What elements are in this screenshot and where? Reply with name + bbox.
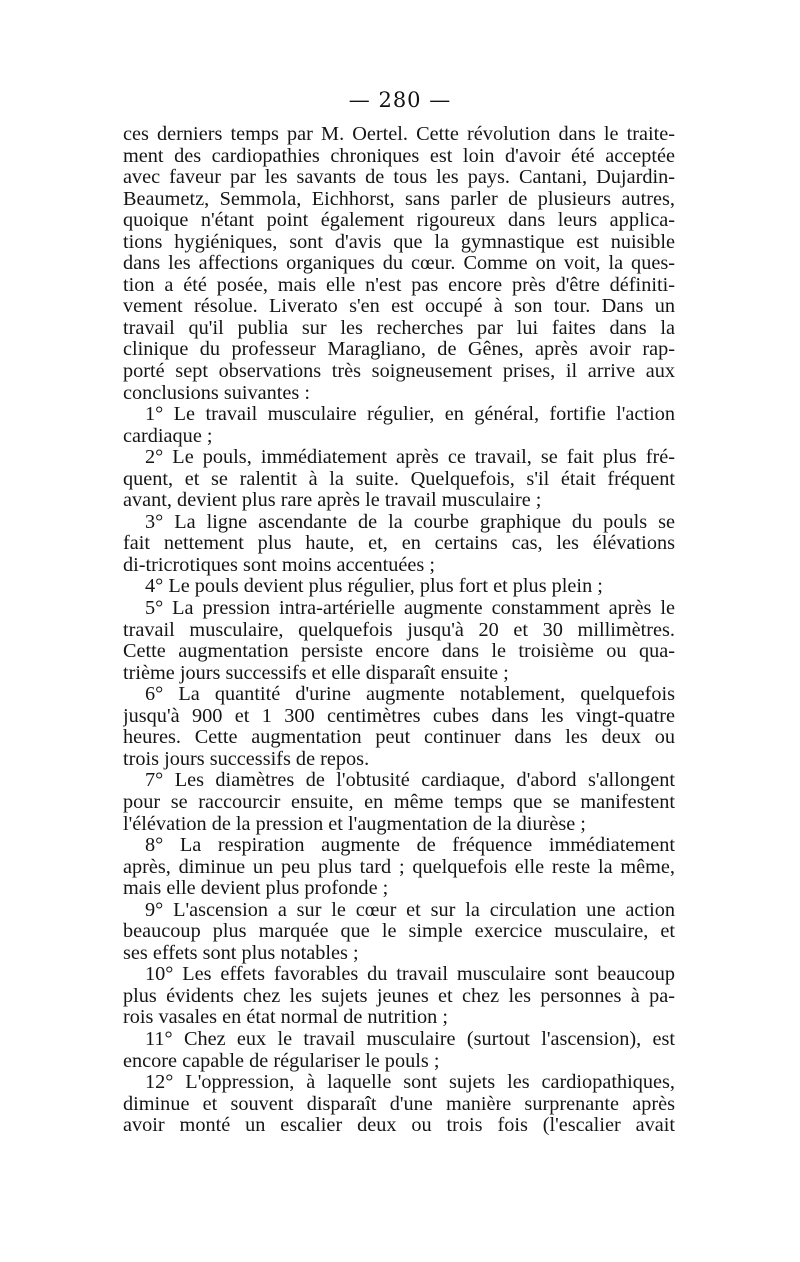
text-line: 4° Le pouls devient plus régulier, plus fort et plus plein ; [145,576,603,598]
body-text [123,124,675,1137]
text-line: encore capable de régulariser le pouls ; [123,1050,440,1072]
text-line: dans les affections organiques du cœur. Comme on voit, la ques- [123,253,675,275]
text-line: après, diminue un peu plus tard ; quelquefois elle reste la même, [123,856,675,878]
text-line: l'élévation de la pression et l'augmentation de la diurèse ; [123,813,586,835]
text-line: heures. Cette augmentation peut continuer dans les deux ou [123,727,675,749]
text-line: travail qu'il publia sur les recherches par lui faites dans la [123,317,675,339]
text-line: 6° La quantité d'urine augmente notablement, quelquefois [145,684,675,706]
text-line: Cette augmentation persiste encore dans le troisième ou qua- [123,641,675,663]
text-line: 9° L'ascension a sur le cœur et sur la circulation une action [145,899,675,921]
text-line: 5° La pression intra-artérielle augmente constamment après le [145,598,675,620]
text-line: quent, et se ralentit à la suite. Quelquefois, s'il était fréquent [123,468,675,490]
text-line: 8° La respiration augmente de fréquence immédiatement [145,835,675,857]
text-line: trois jours successifs de repos. [123,748,370,770]
text-line: 1° Le travail musculaire régulier, en général, fortifie l'action [145,404,675,426]
text-line: travail musculaire, quelquefois jusqu'à 20 et 30 millimètres. [123,619,675,641]
text-line: 11° Chez eux le travail musculaire (surtout l'ascension), est [145,1028,675,1050]
text-line: cardiaque ; [123,425,213,447]
text-line: ment des cardiopathies chroniques est loin d'avoir été acceptée [123,145,675,167]
text-line: clinique du professeur Maragliano, de Gênes, après avoir rap- [123,339,675,361]
text-line: tions hygiéniques, sont d'avis que la gymnastique est nuisible [123,231,675,253]
text-line: plus évidents chez les sujets jeunes et chez les personnes à pa- [123,985,675,1007]
text-line: 3° La ligne ascendante de la courbe graphique du pouls se [145,511,675,533]
text-line: avant, devient plus rare après le travail musculaire ; [123,490,542,512]
text-line: avec faveur par les savants de tous les pays. Cantani, Dujardin- [123,167,675,189]
text-line: 10° Les effets favorables du travail musculaire sont beaucoup [145,964,675,986]
text-line: conclusions suivantes : [123,382,311,404]
text-line: vement résolue. Liverato s'en est occupé à son tour. Dans un [123,296,675,318]
page-number: — 280 — [348,88,452,112]
text-line: di-tricrotiques sont moins accentuées ; [123,554,436,576]
text-line: 7° Les diamètres de l'obtusité cardiaque, d'abord s'allongent [145,770,675,792]
text-line: porté sept observations très soigneusement prises, il arrive aux [123,361,675,383]
text-line: ces derniers temps par M. Oertel. Cette révolution dans le traite- [123,124,675,145]
text-line: pour se raccourcir ensuite, en même temps que se manifestent [123,791,675,813]
text-line: diminue et souvent disparaît d'une manière surprenante après [123,1093,675,1115]
text-line: beaucoup plus marquée que le simple exercice musculaire, et [123,921,675,943]
text-line: rois vasales en état normal de nutrition ; [123,1007,448,1029]
text-line: 12° L'oppression, à laquelle sont sujets les cardiopathiques, [145,1072,675,1094]
text-line: jusqu'à 900 et 1 300 centimètres cubes dans les vingt-quatre [123,705,675,727]
text-line: Beaumetz, Semmola, Eichhorst, sans parler de plusieurs autres, [123,188,675,210]
text-line: 2° Le pouls, immédiatement après ce travail, se fait plus fré- [145,447,675,469]
text-line: avoir monté un escalier deux ou trois fois (l'escalier avait [123,1115,675,1137]
text-line: trième jours successifs et elle disparaît ensuite ; [123,662,509,684]
text-line: fait nettement plus haute, et, en certains cas, les élévations [123,533,675,555]
text-line: tion a été posée, mais elle n'est pas encore près d'être définiti- [123,274,675,296]
text-line: ses effets sont plus notables ; [123,942,359,964]
text-line: quoique n'étant point également rigoureux dans leurs applica- [123,210,675,232]
text-line: mais elle devient plus profonde ; [123,878,389,900]
